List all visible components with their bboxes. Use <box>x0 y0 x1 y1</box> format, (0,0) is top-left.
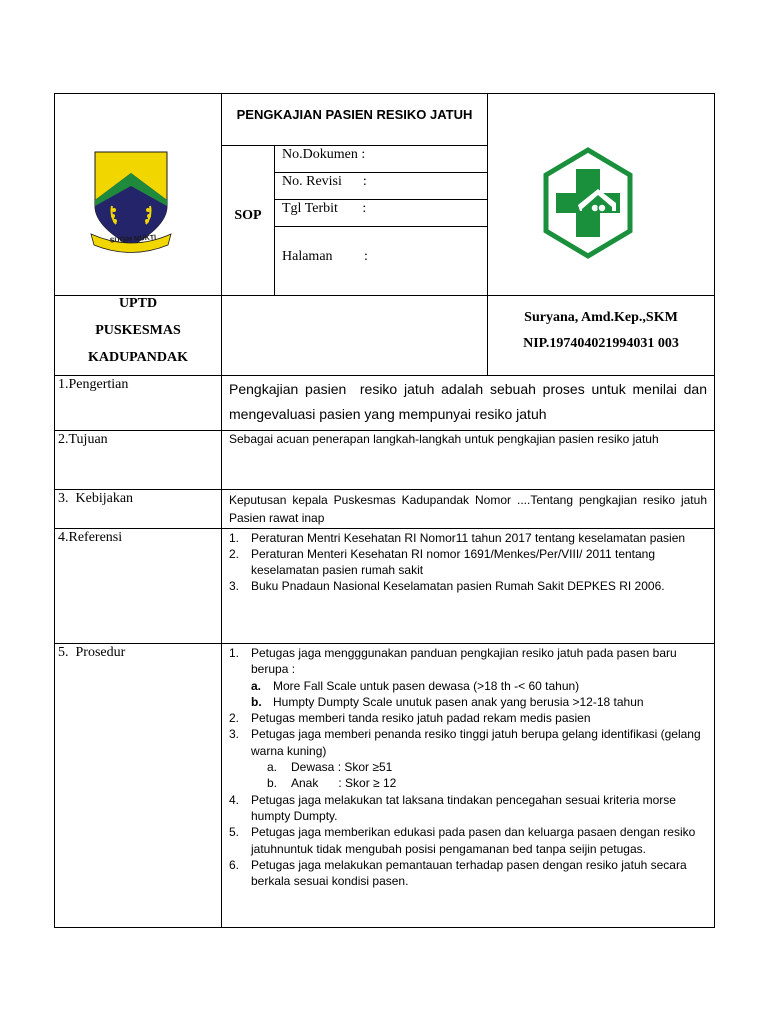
list-item <box>221 546 709 578</box>
field-line-2 <box>274 199 487 200</box>
list-number: 5. <box>229 825 240 840</box>
prosedur-subitem-text: Humpty Dumpty Scale unutuk pasen anak yang berusia >12-18 tahun <box>273 694 644 709</box>
list-item <box>221 759 709 775</box>
field-no-dokumen: No.Dokumen : <box>282 147 366 162</box>
list-number: 3. <box>229 579 240 593</box>
list-letter: a. <box>251 678 262 693</box>
field-line-1 <box>274 172 487 173</box>
signer-nip: NIP.197404021994031 003 <box>523 336 679 351</box>
tujuan-label: 2.Tujuan <box>58 432 108 447</box>
referensi-list <box>221 530 709 594</box>
list-number: 3. <box>229 727 240 742</box>
table-border-right <box>714 93 715 928</box>
pengertian-label: 1.Pengertian <box>58 377 129 392</box>
list-item <box>251 678 709 694</box>
org-uptd: UPTD <box>118 296 158 311</box>
prosedur-label: 5. Prosedur <box>58 645 126 660</box>
prosedur-item-text: Petugas memberi tanda resiko jatuh padad rekam medis pasien <box>251 711 591 726</box>
prosedur-item-text: Petugas jaga memberi penanda resiko tinggi jatuh berupa gelang identifikasi (gelang warna kuning) <box>251 727 701 758</box>
prosedur-item-text: Petugas jaga memberikan edukasi pada pasen dan keluarga pasaen dengan resiko jatuhnuntuk tidak mengubah posisi pengamanan bed tanpa seijin petugas. <box>251 825 696 856</box>
list-item <box>221 530 709 546</box>
crest-motto: SUGIH MUKTI <box>109 234 157 245</box>
title-bottom-line <box>221 145 487 146</box>
field-no-revisi: No. Revisi : <box>282 174 367 189</box>
referensi-item-text: Peraturan Menteri Kesehatan RI nomor 1691/Menkes/Per/VIII/ 2011 tentang keselamatan pasien rumah sakit <box>251 547 656 577</box>
list-item <box>221 824 709 857</box>
row-divider-tujuan <box>54 430 715 431</box>
list-number: 1. <box>229 531 240 545</box>
table-border-bottom <box>54 927 715 928</box>
referensi-item-text: Buku Pnadaun Nasional Keselamatan pasien Rumah Sakit DEPKES RI 2006. <box>251 579 665 593</box>
list-letter: b. <box>251 694 262 709</box>
org-puskesmas: PUSKESMAS <box>95 323 181 338</box>
list-number: 2. <box>229 711 240 726</box>
tujuan-text: Sebagai acuan penerapan langkah-langkah untuk pengkajian pasien resiko jatuh <box>229 432 659 446</box>
field-tgl-terbit: Tgl Terbit : <box>282 201 367 216</box>
org-kadupandak: KADUPANDAK <box>87 350 189 365</box>
prosedur-subitem-text: More Fall Scale untuk pasen dewasa (>18 th -< 60 tahun) <box>273 678 580 693</box>
list-item <box>221 726 709 759</box>
list-item <box>221 578 709 594</box>
list-item <box>221 710 709 726</box>
row-divider-prosedur <box>54 643 715 644</box>
list-number: 4. <box>229 792 240 807</box>
sop-divider <box>274 145 275 295</box>
sop-label: SOP <box>234 208 262 223</box>
kebijakan-label: 3. Kebijakan <box>58 491 134 506</box>
signer-name: Suryana, Amd.Kep.,SKM <box>524 310 678 325</box>
row-divider-referensi <box>54 528 715 529</box>
row-divider-kebijakan <box>54 489 715 490</box>
list-letter: b. <box>267 776 278 791</box>
field-line-3 <box>274 226 487 227</box>
puskesmas-logo-icon <box>542 147 634 259</box>
prosedur-subitem-text: Dewasa : Skor ≥51 <box>291 760 393 775</box>
header-right-divider <box>487 93 488 375</box>
regency-crest-icon <box>88 148 178 254</box>
prosedur-subitem-text: Anak : Skor ≥ 12 <box>291 776 397 791</box>
list-item <box>221 792 709 825</box>
list-item <box>221 775 709 791</box>
prosedur-item-text: Petugas jaga mengggunakan panduan pengkajian resiko jatuh pada pasen baru berupa : <box>251 646 677 677</box>
table-border-left <box>54 93 55 928</box>
referensi-item-text: Peraturan Mentri Kesehatan RI Nomor11 tahun 2017 tentang keselamatan pasien <box>251 531 686 545</box>
list-item <box>251 694 709 710</box>
document-title: PENGKAJIAN PASIEN RESIKO JATUH <box>236 107 473 122</box>
field-halaman: Halaman : <box>282 249 368 264</box>
list-letter: a. <box>267 760 278 775</box>
list-number: 2. <box>229 547 240 561</box>
list-item <box>221 645 709 710</box>
kebijakan-text: Keputusan kepala Puskesmas Kadupandak Nomor ....Tentang pengkajian resiko jatuh Pasien rawat inap <box>229 493 707 525</box>
table-border-top <box>54 93 715 94</box>
prosedur-item-text: Petugas jaga melakukan pemantauan terhadap pasen dengan resiko jatuh secara berkala sesuai kondisi pasen. <box>251 857 687 889</box>
list-number: 1. <box>229 646 240 660</box>
prosedur-list <box>221 645 709 889</box>
list-number: 6. <box>229 857 240 872</box>
list-item <box>221 857 709 890</box>
pengertian-text: Pengkajian pasien resiko jatuh adalah sebuah proses untuk menilai dan mengevaluasi pasien yang mempunyai resiko jatuh <box>229 381 711 422</box>
row-divider-pengertian <box>54 375 715 376</box>
prosedur-item-text: Petugas jaga melakukan tat laksana tindakan pencegahan sesuai kriteria morse humpty Dumpty. <box>251 792 676 823</box>
referensi-label: 4.Referensi <box>58 530 123 545</box>
